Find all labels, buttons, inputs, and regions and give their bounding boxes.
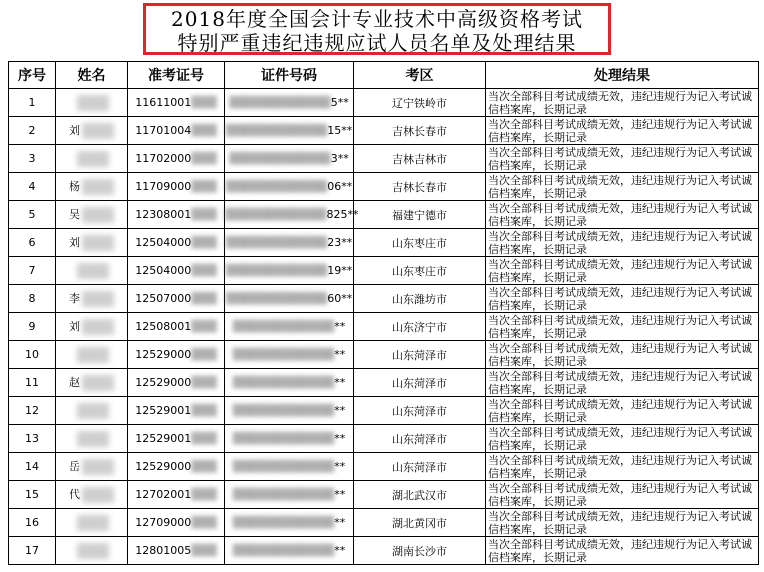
redaction-mask xyxy=(77,515,109,531)
cell-exam-id xyxy=(128,509,225,537)
exam-id-visible: 12709000 xyxy=(135,516,192,529)
id-suffix: ** xyxy=(334,516,346,529)
cell-result: 当次全部科目考试成绩无效，违纪违规行为记入考试诚信档案库，长期记录 xyxy=(486,453,759,481)
redaction-mask xyxy=(82,319,114,335)
table-row xyxy=(9,117,759,145)
table-row xyxy=(9,229,759,257)
cell-serial: 1 xyxy=(9,89,56,117)
cell-exam-id xyxy=(128,453,225,481)
cell-id-number xyxy=(225,145,354,173)
id-suffix: ** xyxy=(334,460,346,473)
redaction-mask: ▒▒▒ xyxy=(191,208,217,221)
cell-serial: 8 xyxy=(9,285,56,313)
id-suffix: ** xyxy=(334,320,346,333)
cell-region: 福建宁德市 xyxy=(354,201,486,229)
redaction-mask: ▒▒▒ xyxy=(191,264,217,277)
id-suffix: ** xyxy=(334,376,346,389)
redaction-mask xyxy=(77,543,109,559)
exam-id-visible: 12504000 xyxy=(135,236,192,249)
id-suffix: 19** xyxy=(327,264,353,277)
exam-id-visible: 12801005 xyxy=(135,544,192,557)
redaction-mask: ▒▒▒▒▒▒▒▒▒▒▒▒ xyxy=(225,208,327,221)
id-suffix: 5** xyxy=(330,96,349,109)
redaction-mask: ▒▒▒ xyxy=(191,348,217,361)
cell-name xyxy=(56,145,128,173)
cell-name xyxy=(56,173,128,201)
cell-name xyxy=(56,257,128,285)
cell-serial: 15 xyxy=(9,481,56,509)
cell-name xyxy=(56,117,128,145)
table-row xyxy=(9,369,759,397)
cell-result: 当次全部科目考试成绩无效，违纪违规行为记入考试诚信档案库，长期记录 xyxy=(486,89,759,117)
id-suffix: 60** xyxy=(327,292,353,305)
exam-id-visible: 12529001 xyxy=(135,404,192,417)
cell-serial: 5 xyxy=(9,201,56,229)
redaction-mask xyxy=(77,403,109,419)
cell-serial: 10 xyxy=(9,341,56,369)
exam-id-visible: 12529001 xyxy=(135,432,192,445)
name-visible: 代 xyxy=(69,488,80,501)
redaction-mask xyxy=(82,291,114,307)
cell-result: 当次全部科目考试成绩无效，违纪违规行为记入考试诚信档案库，长期记录 xyxy=(486,481,759,509)
redaction-mask: ▒▒▒▒▒▒▒▒▒▒▒▒ xyxy=(232,348,335,361)
cell-name xyxy=(56,89,128,117)
cell-id-number xyxy=(225,229,354,257)
redaction-mask: ▒▒▒ xyxy=(191,516,217,529)
cell-exam-id xyxy=(128,201,225,229)
redaction-mask: ▒▒▒▒▒▒▒▒▒▒▒▒ xyxy=(229,96,331,109)
cell-serial: 3 xyxy=(9,145,56,173)
cell-result: 当次全部科目考试成绩无效，违纪违规行为记入考试诚信档案库，长期记录 xyxy=(486,537,759,565)
cell-region: 湖北黄冈市 xyxy=(354,509,486,537)
redaction-mask: ▒▒▒ xyxy=(191,152,217,165)
cell-exam-id xyxy=(128,481,225,509)
redaction-mask: ▒▒▒▒▒▒▒▒▒▒▒▒ xyxy=(232,488,335,501)
cell-result: 当次全部科目考试成绩无效，违纪违规行为记入考试诚信档案库，长期记录 xyxy=(486,509,759,537)
name-visible: 刘 xyxy=(69,124,80,137)
redaction-mask: ▒▒▒▒▒▒▒▒▒▒▒▒ xyxy=(232,516,335,529)
title-line-1: 2018年度全国会计专业技术中高级资格考试 xyxy=(171,7,583,31)
cell-id-number xyxy=(225,453,354,481)
cell-exam-id xyxy=(128,89,225,117)
table-row xyxy=(9,481,759,509)
exam-id-visible: 12507000 xyxy=(135,292,192,305)
redaction-mask: ▒▒▒ xyxy=(191,292,217,305)
exam-id-visible: 12508001 xyxy=(135,320,192,333)
cell-serial: 13 xyxy=(9,425,56,453)
cell-serial: 17 xyxy=(9,537,56,565)
redaction-mask xyxy=(77,347,109,363)
cell-id-number xyxy=(225,397,354,425)
redaction-mask xyxy=(82,459,114,475)
cell-region: 吉林长春市 xyxy=(354,173,486,201)
cell-name xyxy=(56,285,128,313)
id-suffix: 15** xyxy=(327,124,353,137)
cell-name xyxy=(56,229,128,257)
table-row xyxy=(9,341,759,369)
cell-id-number xyxy=(225,257,354,285)
cell-id-number xyxy=(225,537,354,565)
id-suffix: 23** xyxy=(327,236,353,249)
cell-id-number xyxy=(225,313,354,341)
redaction-mask xyxy=(82,123,114,139)
redaction-mask xyxy=(77,151,109,167)
redaction-mask: ▒▒▒▒▒▒▒▒▒▒▒▒ xyxy=(225,124,328,137)
cell-region: 吉林长春市 xyxy=(354,117,486,145)
table-header-row xyxy=(9,62,759,89)
cell-name xyxy=(56,537,128,565)
cell-region: 山东潍坊市 xyxy=(354,285,486,313)
cell-exam-id xyxy=(128,425,225,453)
cell-serial: 4 xyxy=(9,173,56,201)
cell-result: 当次全部科目考试成绩无效，违纪违规行为记入考试诚信档案库，长期记录 xyxy=(486,313,759,341)
cell-name xyxy=(56,453,128,481)
exam-id-visible: 12529000 xyxy=(135,348,192,361)
redaction-mask: ▒▒▒▒▒▒▒▒▒▒▒▒ xyxy=(225,292,328,305)
redaction-mask: ▒▒▒▒▒▒▒▒▒▒▒▒ xyxy=(232,432,335,445)
redaction-mask xyxy=(82,207,114,223)
exam-id-visible: 12529000 xyxy=(135,460,192,473)
header-id-number: 证件号码 xyxy=(225,62,354,89)
redaction-mask: ▒▒▒▒▒▒▒▒▒▒▒▒ xyxy=(232,376,335,389)
table-row xyxy=(9,173,759,201)
name-visible: 岳 xyxy=(69,460,80,473)
cell-result: 当次全部科目考试成绩无效，违纪违规行为记入考试诚信档案库，长期记录 xyxy=(486,117,759,145)
id-suffix: ** xyxy=(334,404,346,417)
redaction-mask xyxy=(77,431,109,447)
exam-id-visible: 11702000 xyxy=(135,152,192,165)
redaction-mask: ▒▒▒ xyxy=(191,460,217,473)
cell-serial: 7 xyxy=(9,257,56,285)
cell-exam-id xyxy=(128,257,225,285)
table-row xyxy=(9,509,759,537)
cell-name xyxy=(56,425,128,453)
header-region: 考区 xyxy=(354,62,486,89)
cell-serial: 16 xyxy=(9,509,56,537)
redaction-mask xyxy=(82,375,114,391)
table-row xyxy=(9,313,759,341)
cell-result: 当次全部科目考试成绩无效，违纪违规行为记入考试诚信档案库，长期记录 xyxy=(486,229,759,257)
exam-id-visible: 11709000 xyxy=(135,180,192,193)
id-suffix: 825** xyxy=(326,208,359,221)
table-row xyxy=(9,453,759,481)
table-row xyxy=(9,201,759,229)
cell-id-number xyxy=(225,89,354,117)
redaction-mask: ▒▒▒ xyxy=(191,180,217,193)
cell-region: 山东枣庄市 xyxy=(354,229,486,257)
table-row xyxy=(9,537,759,565)
redaction-mask: ▒▒▒ xyxy=(191,432,217,445)
redaction-mask: ▒▒▒▒▒▒▒▒▒▒▒▒ xyxy=(232,460,335,473)
cell-exam-id xyxy=(128,537,225,565)
cell-result: 当次全部科目考试成绩无效，违纪违规行为记入考试诚信档案库，长期记录 xyxy=(486,145,759,173)
cell-serial: 12 xyxy=(9,397,56,425)
exam-id-visible: 12308001 xyxy=(135,208,192,221)
header-serial: 序号 xyxy=(9,62,56,89)
cell-region: 山东菏泽市 xyxy=(354,425,486,453)
cell-region: 山东枣庄市 xyxy=(354,257,486,285)
cell-result: 当次全部科目考试成绩无效，违纪违规行为记入考试诚信档案库，长期记录 xyxy=(486,425,759,453)
cell-serial: 9 xyxy=(9,313,56,341)
cell-name xyxy=(56,313,128,341)
cell-exam-id xyxy=(128,341,225,369)
cell-result: 当次全部科目考试成绩无效，违纪违规行为记入考试诚信档案库，长期记录 xyxy=(486,201,759,229)
table-row xyxy=(9,397,759,425)
cell-id-number xyxy=(225,369,354,397)
redaction-mask xyxy=(77,95,109,111)
table-row xyxy=(9,285,759,313)
redaction-mask: ▒▒▒ xyxy=(191,236,217,249)
cell-result: 当次全部科目考试成绩无效，违纪违规行为记入考试诚信档案库，长期记录 xyxy=(486,397,759,425)
redaction-mask: ▒▒▒▒▒▒▒▒▒▒▒▒ xyxy=(225,180,328,193)
cell-serial: 14 xyxy=(9,453,56,481)
exam-id-visible: 12529000 xyxy=(135,376,192,389)
cell-exam-id xyxy=(128,285,225,313)
name-visible: 赵 xyxy=(69,376,80,389)
title-line-2: 特别严重违纪违规应试人员名单及处理结果 xyxy=(177,31,577,55)
id-suffix: ** xyxy=(334,488,346,501)
name-visible: 吴 xyxy=(69,208,80,221)
cell-id-number xyxy=(225,481,354,509)
redaction-mask: ▒▒▒ xyxy=(191,376,217,389)
cell-exam-id xyxy=(128,145,225,173)
header-result: 处理结果 xyxy=(486,62,759,89)
cell-id-number xyxy=(225,341,354,369)
redaction-mask: ▒▒▒ xyxy=(191,404,217,417)
header-exam-id: 准考证号 xyxy=(128,62,225,89)
redaction-mask: ▒▒▒ xyxy=(191,488,217,501)
cell-result: 当次全部科目考试成绩无效，违纪违规行为记入考试诚信档案库，长期记录 xyxy=(486,369,759,397)
id-suffix: ** xyxy=(334,348,346,361)
table-row xyxy=(9,145,759,173)
cell-name xyxy=(56,481,128,509)
cell-exam-id xyxy=(128,369,225,397)
cell-result: 当次全部科目考试成绩无效，违纪违规行为记入考试诚信档案库，长期记录 xyxy=(486,285,759,313)
exam-id-visible: 11701004 xyxy=(135,124,192,137)
redaction-mask xyxy=(82,235,114,251)
cell-result: 当次全部科目考试成绩无效，违纪违规行为记入考试诚信档案库，长期记录 xyxy=(486,173,759,201)
redaction-mask: ▒▒▒▒▒▒▒▒▒▒▒▒ xyxy=(225,264,328,277)
redaction-mask: ▒▒▒▒▒▒▒▒▒▒▒▒ xyxy=(229,152,331,165)
cell-name xyxy=(56,341,128,369)
redaction-mask: ▒▒▒▒▒▒▒▒▒▒▒▒ xyxy=(225,236,328,249)
cell-serial: 6 xyxy=(9,229,56,257)
cell-region: 湖北武汉市 xyxy=(354,481,486,509)
name-visible: 李 xyxy=(69,292,80,305)
name-visible: 刘 xyxy=(69,236,80,249)
cell-id-number xyxy=(225,173,354,201)
table-body xyxy=(9,89,759,565)
name-visible: 杨 xyxy=(69,180,80,193)
table-row xyxy=(9,257,759,285)
redaction-mask: ▒▒▒▒▒▒▒▒▒▒▒▒ xyxy=(232,320,335,333)
id-suffix: ** xyxy=(334,432,346,445)
redaction-mask: ▒▒▒▒▒▒▒▒▒▒▒▒ xyxy=(232,544,335,557)
cell-region: 吉林吉林市 xyxy=(354,145,486,173)
cell-name xyxy=(56,509,128,537)
cell-name xyxy=(56,201,128,229)
cell-exam-id xyxy=(128,117,225,145)
title-box xyxy=(143,3,611,55)
cell-region: 辽宁铁岭市 xyxy=(354,89,486,117)
cell-region: 山东菏泽市 xyxy=(354,453,486,481)
cell-id-number xyxy=(225,509,354,537)
cell-name xyxy=(56,397,128,425)
redaction-mask: ▒▒▒▒▒▒▒▒▒▒▒▒ xyxy=(232,404,335,417)
id-suffix: 06** xyxy=(327,180,353,193)
cell-region: 湖南长沙市 xyxy=(354,537,486,565)
exam-id-visible: 12702001 xyxy=(135,488,192,501)
cell-id-number xyxy=(225,117,354,145)
id-suffix: ** xyxy=(334,544,346,557)
cell-exam-id xyxy=(128,173,225,201)
redaction-mask: ▒▒▒ xyxy=(191,124,217,137)
cell-region: 山东菏泽市 xyxy=(354,397,486,425)
redaction-mask xyxy=(82,179,114,195)
redaction-mask xyxy=(82,487,114,503)
table-row xyxy=(9,425,759,453)
table-row xyxy=(9,89,759,117)
cell-region: 山东菏泽市 xyxy=(354,341,486,369)
cell-id-number xyxy=(225,201,359,229)
exam-id-visible: 11611001 xyxy=(135,96,192,109)
cell-serial: 2 xyxy=(9,117,56,145)
redaction-mask xyxy=(77,263,109,279)
cell-region: 山东济宁市 xyxy=(354,313,486,341)
id-suffix: 3** xyxy=(330,152,349,165)
redaction-mask: ▒▒▒ xyxy=(191,96,217,109)
cell-id-number xyxy=(225,425,354,453)
exam-id-visible: 12504000 xyxy=(135,264,192,277)
cell-exam-id xyxy=(128,313,225,341)
header-name: 姓名 xyxy=(56,62,128,89)
cell-result: 当次全部科目考试成绩无效，违纪违规行为记入考试诚信档案库，长期记录 xyxy=(486,257,759,285)
redaction-mask: ▒▒▒ xyxy=(191,544,217,557)
cell-exam-id xyxy=(128,229,225,257)
cell-region: 山东菏泽市 xyxy=(354,369,486,397)
name-visible: 刘 xyxy=(69,320,80,333)
cell-exam-id xyxy=(128,397,225,425)
cell-id-number xyxy=(225,285,354,313)
cell-result: 当次全部科目考试成绩无效，违纪违规行为记入考试诚信档案库，长期记录 xyxy=(486,341,759,369)
redaction-mask: ▒▒▒ xyxy=(191,320,217,333)
cell-name xyxy=(56,369,128,397)
violators-table xyxy=(8,61,759,565)
cell-serial: 11 xyxy=(9,369,56,397)
